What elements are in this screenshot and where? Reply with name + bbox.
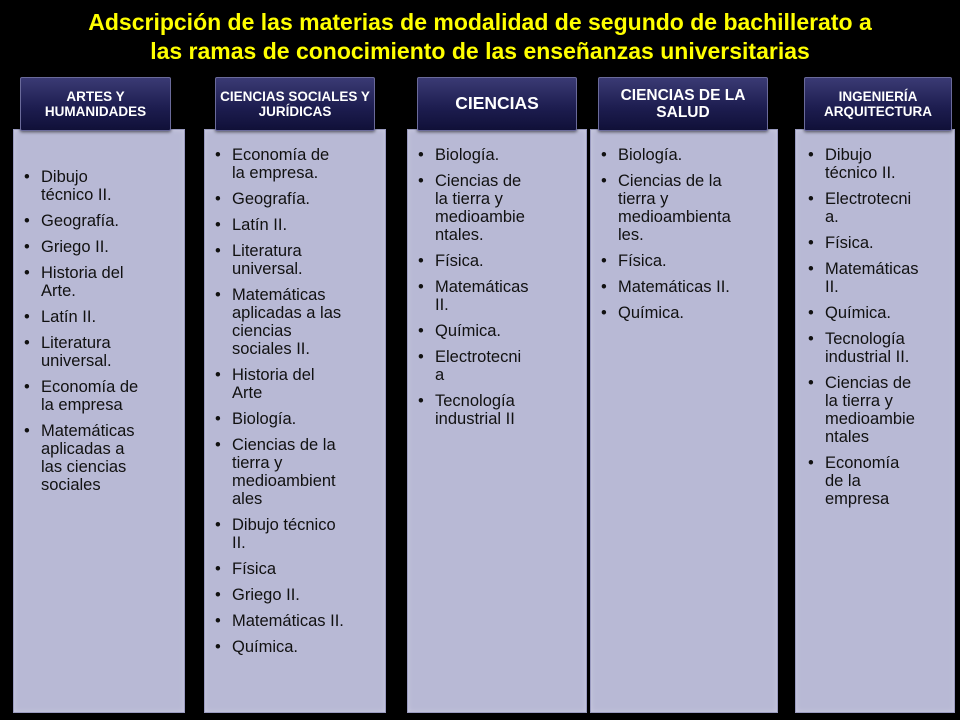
subject-item (215, 366, 379, 402)
subject-item (215, 612, 379, 630)
subject-list (808, 146, 948, 508)
branch-header-label: CIENCIAS SOCIALES Y JURÍDICAS (220, 88, 370, 119)
branch-header-label: ARTES Y HUMANIDADES (44, 88, 147, 119)
bullet-icon: • (808, 374, 814, 392)
subject-text: Griego II. (232, 586, 300, 604)
bullet-icon: • (418, 322, 424, 340)
subject-text: Química. (618, 304, 685, 322)
subject-text: Matemáticas II. (618, 278, 730, 296)
subject-text: Electrotecni a (435, 348, 522, 384)
subject-text: Ciencias de la tierra y medioambie ntales (825, 374, 915, 446)
subject-text: Matemáticas II. (232, 612, 344, 630)
title-line-1: Adscripción de las materias de modalidad de segundo de bachillerato a (88, 9, 872, 35)
subject-item (215, 146, 379, 182)
subject-item (24, 238, 176, 256)
branch-header (598, 77, 768, 131)
subject-item (215, 216, 379, 234)
bullet-icon: • (215, 190, 221, 208)
bullet-icon: • (601, 252, 607, 270)
bullet-icon: • (601, 304, 607, 322)
subject-list (24, 168, 176, 494)
subject-text: Física. (618, 252, 667, 270)
branch-header (417, 77, 577, 131)
subject-text: Matemáticas aplicadas a las ciencias sociales (41, 422, 135, 494)
subject-item (808, 374, 948, 446)
subject-text: Griego II. (41, 238, 109, 256)
subject-item (215, 436, 379, 508)
subject-item (215, 410, 379, 428)
bullet-icon: • (215, 286, 221, 304)
bullet-icon: • (24, 334, 30, 352)
subject-item (808, 304, 948, 322)
subject-item (601, 304, 771, 322)
bullet-icon: • (24, 168, 30, 186)
subject-text: Electrotecni a. (825, 190, 912, 226)
subject-item (24, 308, 176, 326)
bullet-icon: • (418, 252, 424, 270)
subject-item (808, 454, 948, 508)
branch-header (20, 77, 171, 131)
subject-text: Dibujo técnico II. (232, 516, 336, 552)
bullet-icon: • (215, 436, 221, 454)
subject-list-box (13, 129, 185, 713)
subject-item (418, 252, 580, 270)
bullet-icon: • (808, 330, 814, 348)
subject-text: Latín II. (41, 308, 97, 326)
subject-item (601, 172, 771, 244)
subject-list (215, 146, 379, 656)
subject-item (601, 278, 771, 296)
bullet-icon: • (24, 378, 30, 396)
subject-item (215, 560, 379, 578)
bullet-icon: • (24, 308, 30, 326)
subject-item (808, 234, 948, 252)
subject-text: Tecnología industrial II (435, 392, 515, 428)
bullet-icon: • (808, 260, 814, 278)
subject-text: Literatura universal. (232, 242, 303, 278)
subject-item (24, 168, 176, 204)
subject-item (24, 334, 176, 370)
subject-item (418, 278, 580, 314)
subject-item (601, 252, 771, 270)
branch-header-label: INGENIERÍA ARQUITECTURA (824, 88, 932, 119)
subject-text: Dibujo técnico II. (41, 168, 112, 204)
subject-text: Latín II. (232, 216, 288, 234)
bullet-icon: • (24, 422, 30, 440)
bullet-icon: • (215, 516, 221, 534)
subject-text: Química. (232, 638, 299, 656)
subject-text: Química. (435, 322, 502, 340)
bullet-icon: • (24, 212, 30, 230)
subject-text: Ciencias de la tierra y medioambient ales (232, 436, 336, 508)
branch-header-label: CIENCIAS (455, 93, 539, 114)
bullet-icon: • (601, 278, 607, 296)
subject-text: Biología. (232, 410, 297, 428)
subject-text: Matemáticas II. (435, 278, 529, 314)
bullet-icon: • (418, 172, 424, 190)
subject-item (418, 348, 580, 384)
subject-list-box (204, 129, 386, 713)
subject-text: Ciencias de la tierra y medioambienta les. (618, 172, 731, 244)
subject-item (418, 392, 580, 428)
bullet-icon: • (808, 454, 814, 472)
subject-item (24, 422, 176, 494)
bullet-icon: • (601, 172, 607, 190)
subject-list (418, 146, 580, 428)
subject-text: Geografía. (232, 190, 310, 208)
subject-text: Historia del Arte. (41, 264, 124, 300)
subject-item (215, 242, 379, 278)
subject-item (215, 516, 379, 552)
bullet-icon: • (215, 216, 221, 234)
subject-item (418, 322, 580, 340)
bullet-icon: • (24, 264, 30, 282)
subject-item (808, 330, 948, 366)
subject-text: Química. (825, 304, 892, 322)
subject-text: Economía de la empresa (41, 378, 139, 414)
subject-item (215, 586, 379, 604)
subject-item (24, 212, 176, 230)
subject-text: Matemáticas aplicadas a las ciencias sociales II. (232, 286, 342, 358)
bullet-icon: • (215, 612, 221, 630)
subject-text: Física. (435, 252, 484, 270)
subject-item (601, 146, 771, 164)
subject-text: Matemáticas II. (825, 260, 919, 296)
subject-list-box (795, 129, 955, 713)
subject-text: Física. (825, 234, 874, 252)
subject-text: Biología. (435, 146, 500, 164)
subject-text: Dibujo técnico II. (825, 146, 896, 182)
bullet-icon: • (808, 234, 814, 252)
subject-text: Geografía. (41, 212, 119, 230)
subject-text: Economía de la empresa (825, 454, 900, 508)
subject-text: Física (232, 560, 277, 578)
subject-item (24, 378, 176, 414)
subject-item (24, 264, 176, 300)
branch-header (804, 77, 952, 131)
bullet-icon: • (215, 638, 221, 656)
bullet-icon: • (418, 146, 424, 164)
subject-text: Economía de la empresa. (232, 146, 330, 182)
subject-text: Biología. (618, 146, 683, 164)
subject-item (808, 260, 948, 296)
bullet-icon: • (418, 392, 424, 410)
subject-text: Ciencias de la tierra y medioambie ntales. (435, 172, 525, 244)
subject-text: Historia del Arte (232, 366, 315, 402)
subject-list (601, 146, 771, 322)
subject-text: Literatura universal. (41, 334, 112, 370)
subject-item (808, 146, 948, 182)
bullet-icon: • (215, 410, 221, 428)
bullet-icon: • (215, 366, 221, 384)
branch-header-label: CIENCIAS DE LA SALUD (620, 86, 746, 121)
bullet-icon: • (215, 146, 221, 164)
bullet-icon: • (215, 586, 221, 604)
subject-item (418, 146, 580, 164)
bullet-icon: • (215, 560, 221, 578)
subject-item (215, 286, 379, 358)
bullet-icon: • (808, 304, 814, 322)
bullet-icon: • (215, 242, 221, 260)
bullet-icon: • (601, 146, 607, 164)
bullet-icon: • (24, 238, 30, 256)
bullet-icon: • (418, 278, 424, 296)
subject-item (418, 172, 580, 244)
subject-list-box (590, 129, 778, 713)
page-title (0, 8, 960, 66)
subject-item (215, 190, 379, 208)
bullet-icon: • (808, 190, 814, 208)
bullet-icon: • (808, 146, 814, 164)
subject-item (808, 190, 948, 226)
branch-header (215, 77, 375, 131)
bullet-icon: • (418, 348, 424, 366)
subject-text: Tecnología industrial II. (825, 330, 910, 366)
title-line-2: las ramas de conocimiento de las enseñanzas universitarias (150, 38, 810, 64)
subject-list-box (407, 129, 587, 713)
subject-item (215, 638, 379, 656)
